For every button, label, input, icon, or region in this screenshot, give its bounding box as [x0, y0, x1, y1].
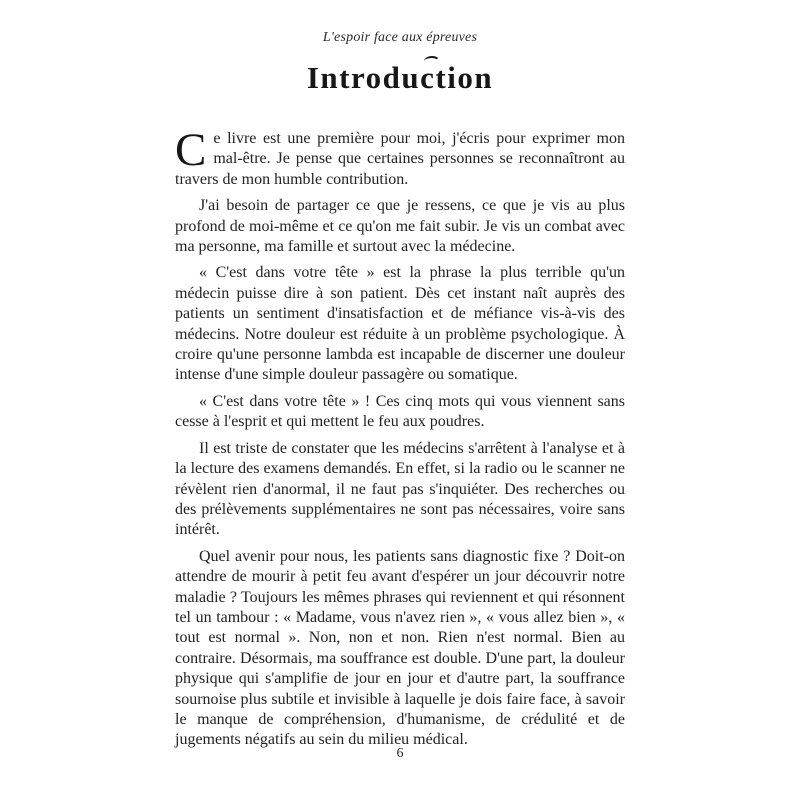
drop-cap: C	[175, 124, 207, 176]
title-ct-ligature: ct	[420, 60, 448, 95]
paragraph: « C'est dans votre tête » ! Ces cinq mots qui vous viennent sans cesse à l'esprit et qui mettent le feu aux poudres.	[175, 392, 625, 431]
paragraph: Quel avenir pour nous, les patients sans diagnostic fixe ? Doit-on attendre de mourir à petit feu avant d'espérer un jour découvrir notre maladie ? Toujours les mêmes phrases qui reviennent et qui résonnent tel un tambour : « Madame, vous n'avez rien », « vous allez bien », « tout est normal ». Non, non et non. Rien n'est normal. Bien au contraire. Désormais, ma souffrance est double. D'une part, la douleur physique qui s'amplifie de jour en jour et d'autre part, la souffrance sournoise plus subtile et invisible à laquelle je dois faire face, à savoir le manque de compréhension, d'humanisme, de crédulité et de jugements négatifs au sein du milieu médical.	[175, 547, 625, 749]
body-paragraphs	[175, 124, 625, 757]
title-text-pre: Introdu	[306, 60, 421, 95]
page-number: 6	[396, 746, 404, 761]
paragraph: « C'est dans votre tête » est la phrase la plus terrible qu'un médecin puisse dire à son patient. Dès cet instant naît auprès des patients un sentiment d'insatisfaction et de méfiance vis-à-vis des médecins. Notre douleur est réduite à un problème psychologique. À croire qu'une personne lambda est incapable de discerner une douleur intense d'une simple douleur passagère ou somatique.	[175, 264, 625, 384]
paragraph: J'ai besoin de partager ce que je ressens, ce que je vis au plus profond de moi-même et ce qu'on me fait subir. Je vis un combat avec ma personne, ma famille et surtout avec la médecine.	[175, 197, 625, 256]
page-title	[0, 60, 800, 96]
paragraph: Ce livre est une première pour moi, j'écris pour exprimer mon mal-être. Je pense que certaines personnes se reconnaîtront au travers de mon humble contribution.	[175, 124, 625, 188]
title-text-post: ion	[447, 60, 494, 95]
running-head: L'espoir face aux épreuves	[322, 30, 478, 45]
paragraph: Il est triste de constater que les médecins s'arrêtent à l'analyse et à la lecture des examens demandés. En effet, si la radio ou le scanner ne révèlent rien d'anormal, il ne faut pas s'inquiéter. Des recherches ou des prélèvements supplémentaires ne sont pas nécessaires, voire sans intérêt.	[175, 439, 625, 539]
